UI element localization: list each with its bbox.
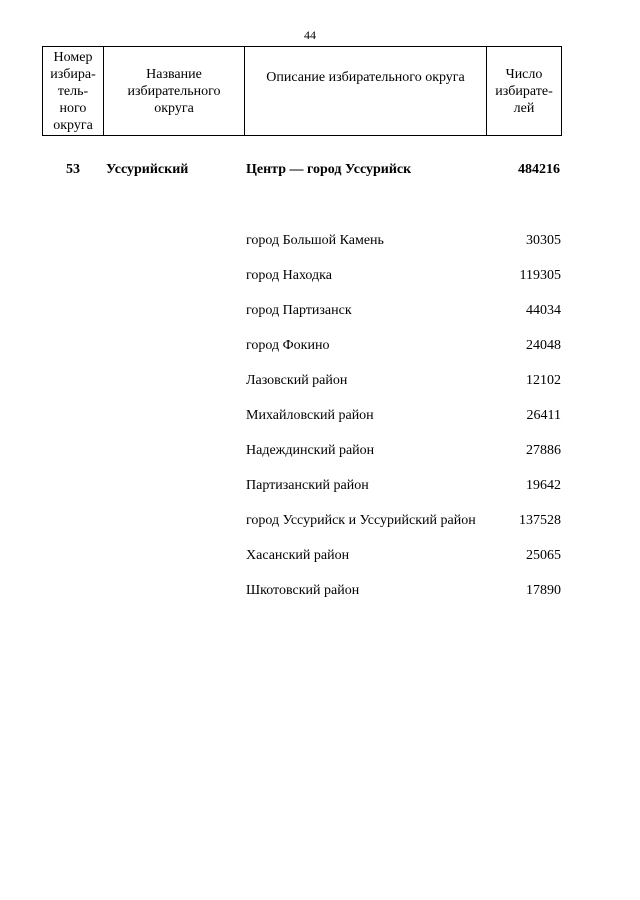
page-number: 44 bbox=[304, 28, 316, 42]
header-district-description: Описание избирательного округа bbox=[245, 47, 487, 136]
entry-voters: 137528 bbox=[519, 513, 561, 528]
header-line: лей bbox=[513, 100, 535, 116]
entry-name: Партизанский район bbox=[246, 478, 369, 493]
district-name: Уссурийский bbox=[106, 162, 189, 177]
header-line: Название bbox=[146, 66, 202, 82]
header-line: ного bbox=[59, 100, 87, 116]
district-total-voters: 484216 bbox=[518, 162, 560, 177]
entry-voters: 27886 bbox=[526, 443, 561, 458]
table-header bbox=[42, 46, 562, 136]
list-item bbox=[246, 363, 561, 398]
header-line: избира- bbox=[50, 66, 96, 82]
list-item bbox=[246, 503, 561, 538]
entry-voters: 44034 bbox=[526, 303, 561, 318]
entry-name: Шкотовский район bbox=[246, 583, 360, 598]
list-item bbox=[246, 223, 561, 258]
header-line: избирате- bbox=[495, 83, 553, 99]
entry-voters: 19642 bbox=[526, 478, 561, 493]
district-number: 53 bbox=[66, 162, 80, 177]
entry-name: Лазовский район bbox=[246, 373, 348, 388]
entry-name: город Находка bbox=[246, 268, 332, 283]
header-line: избирательного bbox=[127, 83, 221, 99]
entry-voters: 26411 bbox=[526, 408, 561, 423]
entry-voters: 119305 bbox=[519, 268, 561, 283]
entry-voters: 17890 bbox=[526, 583, 561, 598]
entry-voters: 25065 bbox=[526, 548, 561, 563]
entry-name: город Фокино bbox=[246, 338, 330, 353]
entry-voters: 12102 bbox=[526, 373, 561, 388]
header-line: округа bbox=[154, 100, 194, 116]
list-item bbox=[246, 433, 561, 468]
entry-name: Надеждинский район bbox=[246, 443, 375, 458]
entry-name: город Уссурийск и Уссурийский район bbox=[246, 513, 476, 528]
district-center: Центр — город Уссурийск bbox=[246, 162, 412, 177]
list-item bbox=[246, 573, 561, 608]
entry-voters: 24048 bbox=[526, 338, 561, 353]
header-district-name bbox=[104, 47, 245, 136]
header-line: Число bbox=[505, 66, 543, 82]
list-item bbox=[246, 398, 561, 433]
header-voters-count bbox=[487, 47, 562, 136]
entry-name: Михайловский район bbox=[246, 408, 374, 423]
district-entries-list bbox=[246, 223, 561, 608]
header-line: округа bbox=[53, 117, 93, 133]
list-item bbox=[246, 328, 561, 363]
entry-name: Хасанский район bbox=[246, 548, 350, 563]
entry-name: город Большой Камень bbox=[246, 233, 384, 248]
entry-voters: 30305 bbox=[526, 233, 561, 248]
header-line: Номер bbox=[53, 49, 93, 65]
entry-name: город Партизанск bbox=[246, 303, 352, 318]
header-district-number bbox=[43, 47, 104, 136]
list-item bbox=[246, 538, 561, 573]
list-item bbox=[246, 258, 561, 293]
list-item bbox=[246, 468, 561, 503]
header-line: тель- bbox=[57, 83, 89, 99]
list-item bbox=[246, 293, 561, 328]
